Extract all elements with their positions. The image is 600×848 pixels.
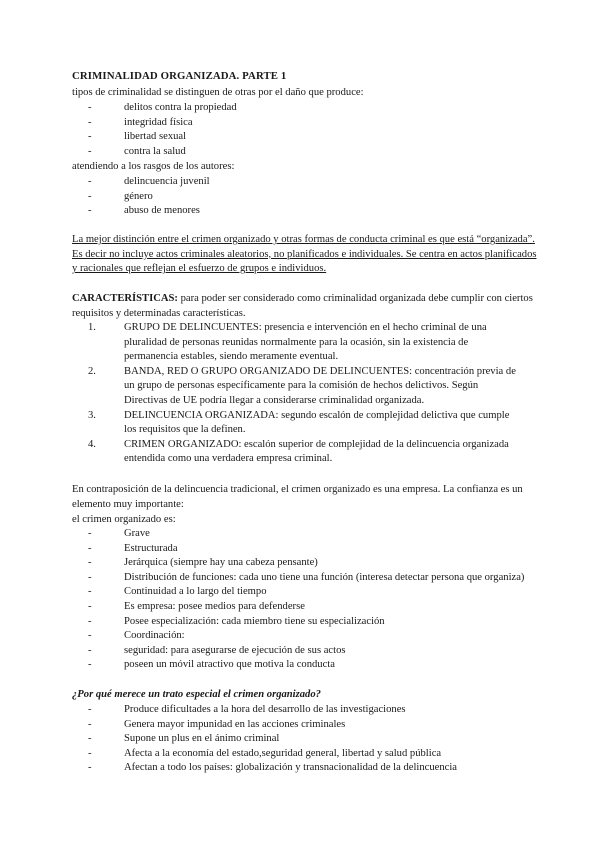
list-item: - integridad física: [88, 116, 540, 131]
characteristics-text: para poder ser considerado como criminalidad organizada debe cumplir con ciertos requisitos y determinadas características.: [72, 293, 533, 319]
list-item: - Continuidad a lo largo del tiempo: [88, 585, 560, 600]
list-item: - género: [88, 190, 540, 205]
item-number: 4.: [88, 438, 96, 450]
list-item: [88, 321, 520, 365]
list-item: - Produce dificultades a la hora del desarrollo de las investigaciones: [88, 703, 560, 718]
why-heading: ¿Por qué merece un trato especial el crimen organizado?: [72, 689, 321, 700]
list-item: - abuso de menores: [88, 204, 540, 219]
list-item: - Posee especialización: cada miembro tiene su especialización: [88, 615, 560, 630]
list-item: - poseen un móvil atractivo que motiva la conducta: [88, 658, 560, 673]
authors-intro: atendiendo a los rasgos de los autores:: [72, 161, 235, 172]
list-item: - delincuencia juvenil: [88, 175, 540, 190]
item-text: CRIMEN ORGANIZADO: escalón superior de complejidad de la delincuencia organizada entendida como una verdadera empresa criminal.: [124, 438, 509, 465]
document-title: CRIMINALIDAD ORGANIZADA. PARTE 1: [72, 70, 287, 82]
list-item: - libertad sexual: [88, 130, 540, 145]
author-traits-list: [72, 175, 540, 219]
list-item: [88, 438, 520, 467]
organized-crime-intro: el crimen organizado es:: [72, 514, 176, 525]
item-text: BANDA, RED O GRUPO ORGANIZADO DE DELINCUENTES: concentración previa de un grupo de personas específicamente para la comisión de hechos delictivos. Según Directivas de UE podría llegar a considerarse criminalidad organizada.: [124, 365, 516, 406]
list-item: [88, 409, 520, 438]
list-item: [88, 365, 520, 409]
list-item: - Supone un plus en el ánimo criminal: [88, 732, 560, 747]
list-item: - seguridad: para asegurarse de ejecución de sus actos: [88, 644, 560, 659]
item-number: 1.: [88, 322, 96, 333]
characteristics-heading: CARACTERÍSTICAS:: [72, 293, 178, 304]
list-item: - delitos contra la propiedad: [88, 101, 540, 116]
item-number: 2.: [88, 365, 96, 377]
list-item: - Estructurada: [88, 542, 560, 557]
why-reasons-list: [72, 703, 560, 776]
list-item: - Es empresa: posee medios para defenderse: [88, 600, 560, 615]
list-item: - contra la salud: [88, 145, 540, 160]
characteristics-paragraph: [72, 292, 544, 321]
item-text: DELINCUENCIA ORGANIZADA: segundo escalón de complejidad delictiva que cumple los requisitos que la definen.: [124, 409, 510, 436]
enterprise-paragraph: En contraposición de la delincuencia tradicional, el crimen organizado es una empresa. La confianza es un elemento muy importante:: [72, 484, 523, 510]
item-number: 3.: [88, 409, 96, 421]
distinction-paragraph: La mejor distinción entre el crimen organizado y otras formas de conducta criminal es que está “organizada”. Es decir no incluye actos criminales aleatorios, no planificados e individuales. Se centra en actos planificados y racionales que reflejan el esfuerzo de grupos e individuos.: [72, 234, 537, 275]
list-item: - Afecta a la economía del estado,seguridad general, libertad y salud pública: [88, 747, 560, 762]
list-item: - Grave: [88, 527, 560, 542]
types-intro: tipos de criminalidad se distinguen de otras por el daño que produce:: [72, 87, 364, 98]
list-item: - Jerárquica (siempre hay una cabeza pensante): [88, 556, 560, 571]
item-text: GRUPO DE DELINCUENTES: presencia e intervención en el hecho criminal de una pluralidad de personas reunidas normalmente para la ocasión, sin la existencia de permanencia estables, siendo meramente eventual.: [124, 322, 487, 363]
damage-types-list: [72, 101, 540, 159]
list-item: - Genera mayor impunidad en las acciones criminales: [88, 718, 560, 733]
list-item: - Afectan a todo los países: globalización y transnacionalidad de la delincuencia: [88, 761, 560, 776]
list-item: - Distribución de funciones: cada uno tiene una función (interesa detectar persona que organiza): [88, 571, 560, 586]
characteristics-list: [72, 321, 520, 467]
list-item: - Coordinación:: [88, 629, 560, 644]
organized-crime-traits-list: [72, 527, 560, 673]
